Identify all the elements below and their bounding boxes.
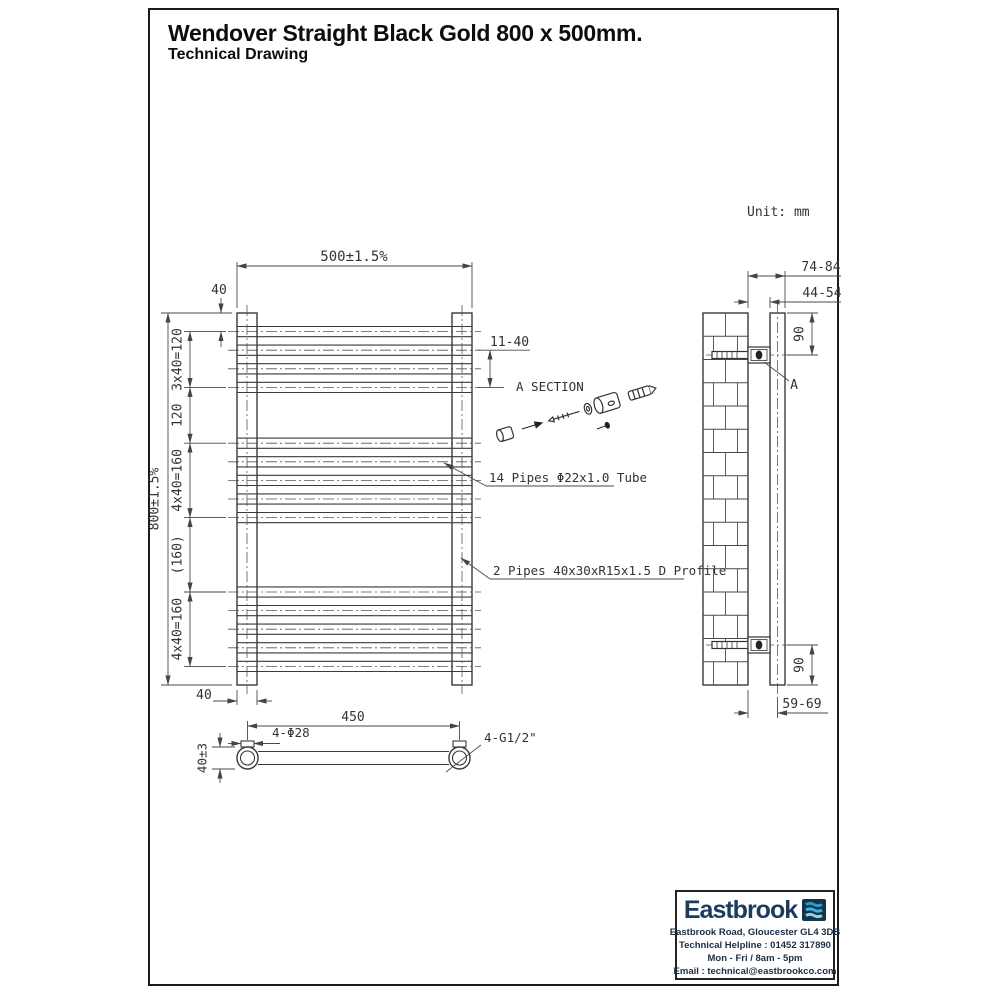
dim-group2-label: 4x40=160 xyxy=(170,449,186,512)
dim-wall-to-center-label: 59-69 xyxy=(782,697,822,712)
side-view xyxy=(703,260,842,718)
dim-chain-left xyxy=(171,328,227,666)
pipes-note-label: 14 Pipes Φ22x1.0 Tube xyxy=(489,470,648,485)
right-valve-collar xyxy=(453,741,466,747)
manufacturer-info-box xyxy=(669,890,841,980)
dim-group3-label: 4x40=160 xyxy=(170,597,186,661)
dim-wall-to-center xyxy=(734,690,828,718)
manufacturer-email: Email : technical@eastbrookco.com xyxy=(673,966,837,977)
wall-bracket-bottom xyxy=(712,637,770,653)
dim-depth xyxy=(195,733,236,783)
manufacturer-hours: Mon - Fri / 8am - 5pm xyxy=(707,953,803,964)
dim-top-offset xyxy=(211,283,227,347)
dim-rail-width-label: 40 xyxy=(196,688,212,703)
dim-bracket-top-label: 90 xyxy=(792,326,808,342)
dim-height-label: 800±1.5% xyxy=(147,467,163,531)
dim-width-label: 500±1.5% xyxy=(320,249,388,265)
left-valve-collar xyxy=(241,741,254,747)
section-marker-label: A xyxy=(790,378,798,393)
brand-row xyxy=(684,894,826,926)
profile-note-label: 2 Pipes 40x30xR15x1.5 D Profile xyxy=(493,563,727,578)
dim-gap2-label: (160) xyxy=(170,535,186,575)
dim-connections-label: 4-G1/2" xyxy=(484,730,537,745)
section-label: A SECTION xyxy=(516,379,584,394)
dim-total-depth-label: 74-84 xyxy=(801,260,841,275)
unit-label: Unit: mm xyxy=(747,205,810,220)
dim-collars-label: 4-Φ28 xyxy=(272,725,310,740)
pipes-callout xyxy=(444,463,647,486)
bottom-view xyxy=(195,710,537,783)
page-title: Wendover Straight Black Gold 800 x 500mm. xyxy=(168,20,643,46)
dim-centers-label: 450 xyxy=(341,710,365,725)
dim-width xyxy=(237,249,472,308)
manufacturer-helpline: Technical Helpline : 01452 317890 xyxy=(679,940,831,951)
section-marker xyxy=(764,362,798,393)
page-subtitle: Technical Drawing xyxy=(168,46,309,63)
dim-bracket-bottom xyxy=(787,645,818,685)
wall-bracket-top xyxy=(712,347,770,363)
dim-collars xyxy=(228,725,310,744)
front-view xyxy=(148,249,727,705)
dim-wall-to-face xyxy=(734,286,842,308)
dim-group1-label: 3x40=120 xyxy=(170,328,186,391)
dim-bracket-top xyxy=(787,313,818,355)
dim-depth-label: 40±3 xyxy=(194,742,210,774)
pipe-array xyxy=(228,327,481,672)
dim-wall-to-face-label: 44-54 xyxy=(802,286,842,301)
dim-bracket-bottom-label: 90 xyxy=(792,657,808,673)
section-exploded-view xyxy=(495,379,658,444)
left-connection-boss xyxy=(241,751,255,765)
brand-logo-text: Eastbrook xyxy=(683,896,798,924)
manufacturer-address: Eastbrook Road, Gloucester GL4 3DB xyxy=(669,927,841,938)
profile-callout xyxy=(461,558,726,579)
dim-bracket-range-label: 11-40 xyxy=(490,335,530,350)
dim-rail-width xyxy=(196,688,272,705)
brand-wave-icon xyxy=(802,899,826,921)
brick-wall xyxy=(703,313,748,685)
dim-top-offset-label: 40 xyxy=(211,283,227,298)
dim-gap1-label: 120 xyxy=(170,403,186,428)
